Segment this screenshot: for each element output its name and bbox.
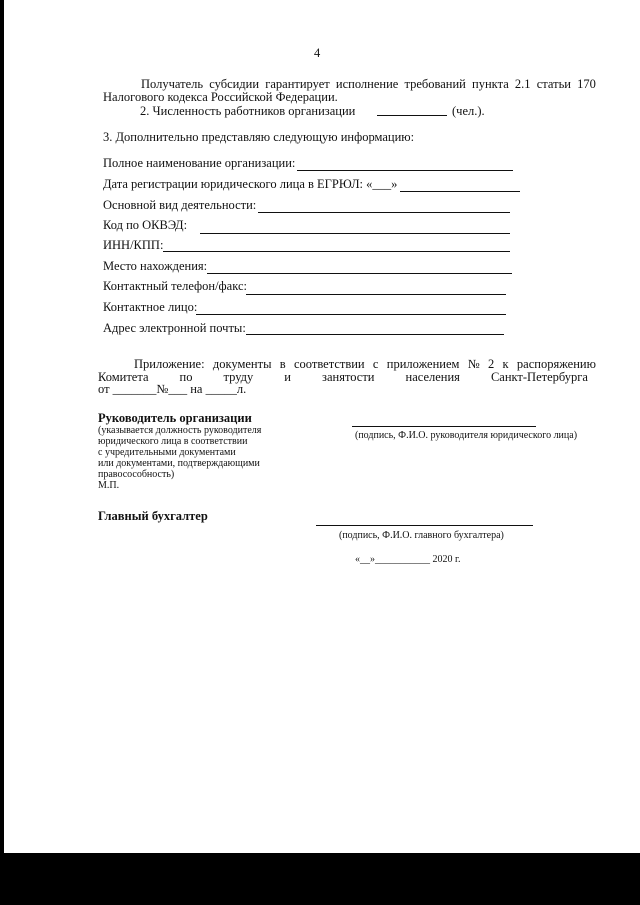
field-line-phone-fax[interactable] — [246, 294, 506, 295]
field-label-activity: Основной вид деятельности: — [103, 198, 257, 212]
additional-info-heading: 3. Дополнительно представляю следующую информацию: — [103, 130, 415, 144]
field-line-full-name[interactable] — [297, 170, 513, 171]
appendix-line-1-word: документы — [212, 357, 272, 371]
field-line-location[interactable] — [207, 273, 512, 274]
appendix-line-1-word: в — [279, 357, 286, 371]
accountant-signature-line[interactable] — [316, 525, 533, 526]
guarantee-line-1-word: статьи — [536, 77, 571, 91]
director-note-5: правосособность) — [98, 469, 175, 480]
field-line-inn-kpp[interactable] — [163, 251, 510, 252]
guarantee-line-1-word: субсидии — [209, 77, 260, 91]
field-line-contact-person[interactable] — [196, 314, 506, 315]
field-line-okved[interactable] — [200, 233, 510, 234]
field-line-registration-date[interactable] — [400, 191, 520, 192]
field-line-activity[interactable] — [258, 212, 510, 213]
stamp-placeholder: М.П. — [98, 480, 120, 491]
appendix-line-1-word: с — [372, 357, 379, 371]
appendix-line-1-word: к — [502, 357, 509, 371]
field-label-phone-fax: Контактный телефон/факс: — [103, 279, 247, 293]
director-title: Руководитель организации — [98, 411, 252, 425]
director-note-1: (указывается должность руководителя — [98, 425, 262, 436]
appendix-line-1-word: № — [467, 357, 480, 371]
guarantee-line-1-word: 170 — [577, 77, 596, 91]
employees-label: 2. Численность работников организации — [140, 104, 356, 118]
appendix-line-2-word: населения — [405, 370, 460, 384]
guarantee-line-1-word: пункта — [472, 77, 509, 91]
appendix-line-2-word: Санкт-Петербурга — [490, 370, 588, 384]
date-line: «__»___________ 2020 г. — [355, 554, 461, 565]
director-signature-line[interactable] — [352, 426, 536, 427]
appendix-line-3: от _______№___ на _____л. — [98, 382, 247, 396]
field-label-inn-kpp: ИНН/КПП: — [103, 238, 164, 252]
appendix-line-1-word: приложением — [386, 357, 460, 371]
guarantee-line-1-word: 2.1 — [514, 77, 531, 91]
guarantee-line-1-word: исполнение — [335, 77, 399, 91]
guarantee-line-1-word: гарантирует — [265, 77, 330, 91]
appendix-line-2-word: труду — [223, 370, 254, 384]
field-line-email[interactable] — [246, 334, 504, 335]
appendix-line-2-word: и — [284, 370, 291, 384]
appendix-line-2-word: занятости — [322, 370, 375, 384]
scan-left-edge — [0, 0, 4, 905]
field-label-location: Место нахождения: — [103, 259, 208, 273]
appendix-line-1-word: Приложение: — [134, 357, 205, 371]
accountant-title: Главный бухгалтер — [98, 509, 208, 523]
director-note-3: с учредительными документами — [98, 447, 236, 458]
scan-bottom-border — [0, 853, 640, 905]
employees-unit: (чел.). — [452, 104, 485, 118]
employees-field-line[interactable] — [377, 115, 447, 116]
appendix-line-1-word: распоряжению — [516, 357, 596, 371]
guarantee-line-2: Налогового кодекса Российской Федерации. — [103, 90, 338, 104]
field-label-contact-person: Контактное лицо: — [103, 300, 198, 314]
director-signature-caption: (подпись, Ф.И.О. руководителя юридического лица) — [355, 430, 578, 441]
field-label-email: Адрес электронной почты: — [103, 321, 246, 335]
field-label-full-name: Полное наименование организации: — [103, 156, 296, 170]
appendix-line-2-word: Комитета — [98, 370, 149, 384]
page-number: 4 — [314, 46, 321, 60]
guarantee-line-1-word: Получатель — [141, 77, 204, 91]
appendix-line-1-word: соответствии — [293, 357, 365, 371]
accountant-signature-caption: (подпись, Ф.И.О. главного бухгалтера) — [339, 530, 504, 541]
appendix-line-2-word: по — [179, 370, 193, 384]
appendix-line-1 — [134, 357, 596, 371]
field-label-okved: Код по ОКВЭД: — [103, 218, 188, 232]
director-note-2: юридического лица в соответствии — [98, 436, 248, 447]
guarantee-line-1-word: требований — [404, 77, 466, 91]
appendix-line-1-word: 2 — [487, 357, 495, 371]
field-label-registration-date: Дата регистрации юридического лица в ЕГРЮЛ: «___» — [103, 177, 398, 191]
guarantee-line-1 — [141, 77, 596, 91]
director-note-4: или документами, подтверждающими — [98, 458, 260, 469]
